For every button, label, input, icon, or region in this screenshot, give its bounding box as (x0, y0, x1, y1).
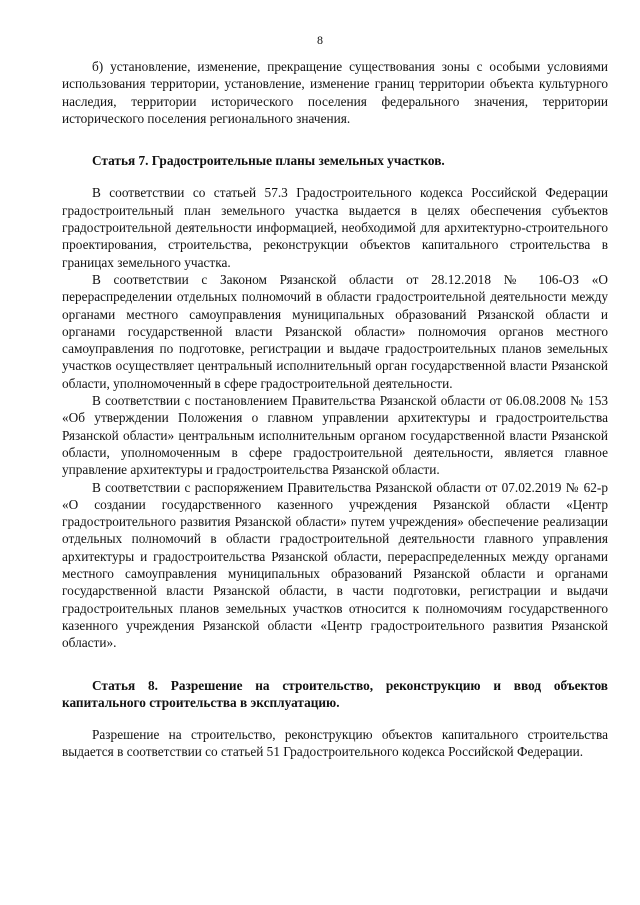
spacer (62, 169, 608, 184)
article-7-paragraph-3: В соответствии с постановлением Правительства Рязанской области от 06.08.2008 № 153 «Об утверждении Положения о главном управлении архитектуры и градостроительства Рязанской области» центральным исполнительным органом государственной власти Рязанской области, уполномоченным в сфере градостроительной деятельности, является главное управление архитектуры и градостроительства Рязанской области. (62, 393, 608, 478)
document-body (62, 58, 608, 761)
intro-paragraph: б) установление, изменение, прекращение существования зоны с особыми условиями использования территории, установление, изменение границ территории объекта культурного наследия, территории исторического поселения федерального значения, территории исторического поселения регионального значения. (62, 59, 608, 126)
page-number: 8 (317, 33, 323, 47)
article-8-title: Статья 8. Разрешение на строительство, реконструкцию и ввод объектов капитального строительства в эксплуатацию. (62, 677, 608, 710)
article-7-title: Статья 7. Градостроительные планы земельных участков. (92, 153, 445, 169)
article-8-paragraph-1: Разрешение на строительство, реконструкцию объектов капитального строительства выдается в соответствии со статьей 51 Градостроительного кодекса Российской Федерации. (62, 727, 608, 760)
article-7-paragraph-2: В соответствии с Законом Рязанской области от 28.12.2018 № 106-ОЗ «О перераспределении отдельных полномочий в области градостроительной деятельности между органами местного самоуправления муниципальных образований Рязанской области и органами государственной власти Рязанской области» полномочия органов местного самоуправления по подготовке, регистрации и выдаче градостроительных планов земельных участков осуществляет центральный исполнительный орган государственной власти Рязанской области, уполномоченный в сфере градостроительной деятельности. (62, 271, 608, 391)
spacer (62, 711, 608, 726)
article-7-paragraph-4: В соответствии с распоряжением Правительства Рязанской области от 07.02.2019 № 62-р «О создании государственного казенного учреждения Рязанской области «Центр градостроительного развития Рязанской области» путем учреждения» обеспечение реализации отдельных полномочий в области градостроительной деятельности главного управления архитектуры и градостроительства Рязанской области, перераспределенных между органами местного самоуправления муниципальных образований Рязанской области и органами государственной власти Рязанской области, в части подготовки, регистрации и выдачи градостроительных планов земельных участков относится к полномочиям государственного казенного учреждения Рязанской области «Центр градостроительного развития Рязанской области». (62, 479, 608, 651)
spacer (62, 127, 608, 152)
spacer (62, 652, 608, 677)
article-7-paragraph-1: В соответствии со статьей 57.3 Градостроительного кодекса Российской Федерации градостроительный план земельного участка выдается в целях обеспечения субъектов градостроительной деятельности информацией, необходимой для архитектурно-строительного проектирования, строительства, реконструкции объектов капитального строительства в границах земельного участка. (62, 185, 608, 270)
